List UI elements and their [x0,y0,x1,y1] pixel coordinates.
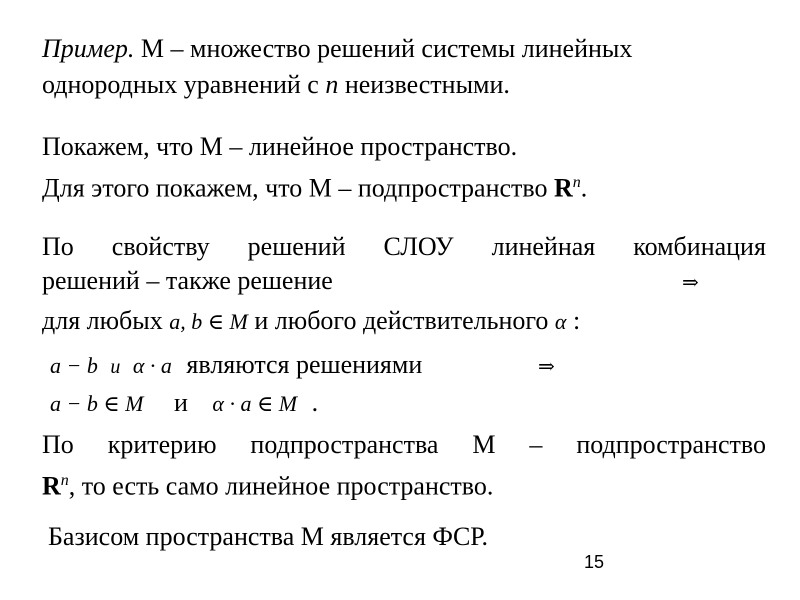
example-label: Пример. [42,34,135,63]
show-line-1 [42,132,517,162]
word: По [42,232,74,261]
criterion-text-2: , то есть само линейное пространство. [68,471,494,501]
property-text-2: решений – также решение [42,266,333,295]
property-text-3a: для любых [42,306,170,335]
colon: : [566,306,581,335]
property-line-1 [42,232,766,262]
word: СЛОУ [383,232,454,261]
example-line-2 [42,70,510,100]
word: подпространство [576,430,766,459]
formula-a-minus-b: a − b [50,353,98,378]
show-line-2 [42,168,587,204]
and-word: и [110,356,121,378]
example-text-1: М – множество решений системы линейных [140,34,633,63]
variable-n: n [325,70,339,99]
alpha-symbol: α [554,309,567,334]
property-line-5 [50,388,318,419]
property-line-4 [50,350,422,382]
space-R: R [42,471,61,501]
property-text-4: являются решениями [186,350,423,379]
space-R-exponent: n [572,174,581,191]
word: подпространства [250,430,439,459]
period: . [311,388,319,417]
property-text-3b: и любого действительного [247,306,555,335]
word: критерию [107,430,217,459]
formula-alpha-a: α · a [132,353,172,378]
basis-text: Базисом пространства М является ФСР. [48,522,489,551]
criterion-line-1 [42,430,766,460]
page-number: 15 [584,552,605,572]
implies-symbol-2 [538,350,555,381]
property-line-2 [42,266,333,296]
property-line-3 [42,306,580,337]
show-text-1: Покажем, что М – линейное пространство. [42,132,518,161]
space-R: R [554,173,573,203]
word: По [42,430,74,459]
example-line-1 [42,34,632,64]
and-word: и [173,388,188,417]
word: линейная [491,232,596,261]
show-text-2: Для этого покажем, что М – подпространство [42,173,555,203]
formula-a-minus-b-in-M: a − b ∈ M [50,391,144,416]
implies-icon: ⇒ [538,354,555,378]
word: М [472,430,496,459]
show-period: . [580,173,588,203]
word: решений [247,232,346,261]
implies-symbol-1 [682,266,699,297]
formula-ab-in-M: a, b ∈ M [169,309,248,334]
basis-line [48,522,488,552]
implies-icon: ⇒ [682,270,699,294]
word: комбинация [633,232,766,261]
formula-alpha-a-in-M: α · a ∈ M [212,391,298,416]
word: свойству [111,232,210,261]
space-R-exponent: n [60,472,69,489]
example-text-2a: однородных уравнений с [42,70,326,99]
word: – [529,430,543,459]
example-text-2b: неизвестными. [338,70,510,99]
criterion-line-2 [42,466,493,502]
